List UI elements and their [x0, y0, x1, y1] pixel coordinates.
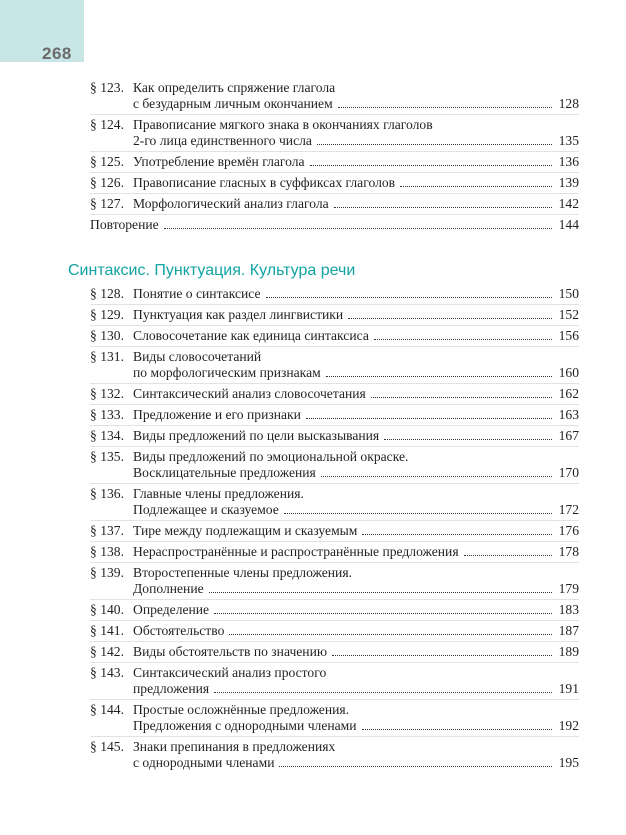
section-title: Главные члены предложения. — [133, 486, 304, 501]
toc-entry[interactable] — [90, 196, 579, 212]
page-ref: 162 — [558, 386, 579, 401]
toc-entry-line — [90, 133, 579, 149]
page-ref: 187 — [558, 623, 579, 638]
toc-entry-line — [90, 465, 579, 481]
page-ref: 152 — [558, 307, 579, 322]
page-ref: 163 — [558, 407, 579, 422]
dot-leader — [326, 375, 552, 377]
dot-leader — [209, 591, 552, 593]
entry-separator — [90, 599, 579, 600]
section-title: Дополнение — [133, 581, 204, 596]
page-ref: 156 — [558, 328, 579, 343]
toc-entry-line — [90, 365, 579, 381]
entry-separator — [90, 172, 579, 173]
entry-separator — [90, 662, 579, 663]
entry-separator — [90, 620, 579, 621]
entry-separator — [90, 193, 579, 194]
toc-list-syntax — [90, 286, 579, 773]
dot-leader — [334, 206, 552, 208]
section-title: Употребление времён глагола — [133, 154, 305, 169]
toc-entry-line — [90, 581, 579, 597]
section-title: Нераспространённые и распространённые предложения — [133, 544, 459, 559]
section-number: § 143. — [90, 665, 124, 680]
toc-entry-line — [90, 407, 579, 423]
entry-separator — [90, 446, 579, 447]
section-number: § 141. — [90, 623, 124, 638]
toc-entry[interactable] — [90, 386, 579, 402]
page-ref: 191 — [558, 681, 579, 696]
toc-entry[interactable] — [90, 328, 579, 344]
section-title: Знаки препинания в предложениях — [133, 739, 336, 754]
section-title: Тире между подлежащим и сказуемым — [133, 523, 358, 538]
page-ref: 135 — [558, 133, 579, 148]
toc-entry[interactable] — [90, 702, 579, 734]
section-number: § 135. — [90, 449, 124, 464]
dot-leader — [400, 185, 552, 187]
toc-entry-line — [90, 80, 579, 96]
dot-leader — [374, 338, 552, 340]
section-title: с однородными членами — [133, 755, 275, 770]
toc-entry-line — [90, 565, 579, 581]
toc-entry-line — [90, 602, 579, 618]
toc-entry-line — [90, 117, 579, 133]
entry-separator — [90, 346, 579, 347]
page-number: 268 — [42, 44, 72, 63]
dot-leader — [214, 691, 552, 693]
section-title: 2-го лица единственного числа — [133, 133, 312, 148]
toc-entry[interactable] — [90, 644, 579, 660]
toc-entry-line — [90, 196, 579, 212]
toc-entry[interactable] — [90, 407, 579, 423]
section-title: Повторение — [90, 217, 159, 232]
entry-separator — [90, 425, 579, 426]
section-number: § 126. — [90, 175, 124, 190]
toc-entry-line — [90, 502, 579, 518]
toc-entry[interactable] — [90, 80, 579, 112]
toc-entry-line — [90, 665, 579, 681]
toc-entry[interactable] — [90, 602, 579, 618]
toc-entry[interactable] — [90, 307, 579, 323]
toc-entry-line — [90, 681, 579, 697]
section-title: Восклицательные предложения — [133, 465, 316, 480]
page-ref: 178 — [558, 544, 579, 559]
page-ref: 192 — [558, 718, 579, 733]
section-number: § 137. — [90, 523, 124, 538]
section-title: Предложение и его признаки — [133, 407, 301, 422]
section-title: по морфологическим признакам — [133, 365, 321, 380]
section-title: Виды предложений по цели высказывания — [133, 428, 380, 443]
section-title: Правописание гласных в суффиксах глаголов — [133, 175, 396, 190]
toc-entry-line — [90, 349, 579, 365]
toc-entry[interactable] — [90, 623, 579, 639]
section-heading: Синтаксис. Пунктуация. Культура речи — [68, 262, 356, 279]
dot-leader — [317, 143, 552, 145]
dot-leader — [164, 227, 552, 229]
dot-leader — [214, 612, 552, 614]
entry-separator — [90, 520, 579, 521]
toc-entry[interactable] — [90, 523, 579, 539]
section-number: § 130. — [90, 328, 124, 343]
dot-leader — [306, 417, 552, 419]
toc-entry[interactable] — [90, 665, 579, 697]
section-title: с безударным личным окончанием — [133, 96, 333, 111]
section-title: предложения — [133, 681, 210, 696]
entry-separator — [90, 641, 579, 642]
section-number: § 124. — [90, 117, 124, 132]
section-number: § 134. — [90, 428, 124, 443]
dot-leader — [384, 438, 552, 440]
entry-separator — [90, 383, 579, 384]
entry-separator — [90, 541, 579, 542]
page-ref: 170 — [558, 465, 579, 480]
dot-leader — [310, 164, 552, 166]
section-title: Понятие о синтаксисе — [133, 286, 261, 301]
dot-leader — [266, 296, 552, 298]
toc-entry[interactable] — [90, 544, 579, 560]
toc-entry[interactable] — [90, 286, 579, 302]
dot-leader — [362, 533, 552, 535]
section-number: § 123. — [90, 80, 124, 95]
page-ref: 195 — [558, 755, 579, 770]
dot-leader — [338, 106, 552, 108]
dot-leader — [332, 654, 552, 656]
section-title: Обстоятельство — [133, 623, 225, 638]
section-title: Виды предложений по эмоциональной окраске. — [133, 449, 409, 464]
dot-leader — [371, 396, 552, 398]
toc-entry-line — [90, 755, 579, 771]
toc-entry[interactable] — [90, 154, 579, 170]
dot-leader — [362, 728, 552, 730]
page-ref: 160 — [558, 365, 579, 380]
section-number: § 142. — [90, 644, 124, 659]
entry-separator — [90, 325, 579, 326]
section-title: Предложения с однородными членами — [133, 718, 357, 733]
dot-leader — [229, 633, 552, 635]
entry-separator — [90, 699, 579, 700]
section-number: § 138. — [90, 544, 124, 559]
toc-entry[interactable] — [90, 217, 579, 233]
toc-entry-line — [90, 739, 579, 755]
toc-entry-line — [90, 175, 579, 191]
section-number: § 128. — [90, 286, 124, 301]
section-title: Как определить спряжение глагола — [133, 80, 336, 95]
toc-list-morphology — [90, 80, 579, 235]
toc-entry-line — [90, 328, 579, 344]
section-title: Синтаксический анализ словосочетания — [133, 386, 366, 401]
toc-entry-line — [90, 386, 579, 402]
section-number: § 144. — [90, 702, 124, 717]
toc-entry-line — [90, 644, 579, 660]
toc-entry-line — [90, 523, 579, 539]
toc-entry[interactable] — [90, 739, 579, 771]
toc-entry-line — [90, 702, 579, 718]
section-number: § 133. — [90, 407, 124, 422]
page-ref: 176 — [558, 523, 579, 538]
dot-leader — [348, 317, 552, 319]
toc-entry-line — [90, 544, 579, 560]
toc-entry-line — [90, 217, 579, 233]
entry-separator — [90, 562, 579, 563]
toc-entry-line — [90, 718, 579, 734]
toc-entry[interactable] — [90, 117, 579, 149]
entry-separator — [90, 483, 579, 484]
section-number: § 131. — [90, 349, 124, 364]
entry-separator — [90, 304, 579, 305]
section-title: Правописание мягкого знака в окончаниях глаголов — [133, 117, 433, 132]
page-ref: 167 — [558, 428, 579, 443]
dot-leader — [464, 554, 552, 556]
dot-leader — [284, 512, 552, 514]
page-ref: 142 — [558, 196, 579, 211]
section-number: § 129. — [90, 307, 124, 322]
page-ref: 144 — [558, 217, 579, 232]
page-ref: 128 — [558, 96, 579, 111]
toc-entry-line — [90, 428, 579, 444]
section-number: § 125. — [90, 154, 124, 169]
page-ref: 172 — [558, 502, 579, 517]
toc-entry-line — [90, 623, 579, 639]
toc-entry-line — [90, 307, 579, 323]
page-ref: 136 — [558, 154, 579, 169]
page-ref: 150 — [558, 286, 579, 301]
toc-entry-line — [90, 154, 579, 170]
dot-leader — [321, 475, 552, 477]
toc-entry-line — [90, 486, 579, 502]
section-title: Пунктуация как раздел лингвистики — [133, 307, 344, 322]
toc-entry[interactable] — [90, 428, 579, 444]
section-number: § 136. — [90, 486, 124, 501]
section-title: Виды обстоятельств по значению — [133, 644, 328, 659]
entry-separator — [90, 114, 579, 115]
section-title: Определение — [133, 602, 210, 617]
entry-separator — [90, 404, 579, 405]
page-ref: 179 — [558, 581, 579, 596]
section-number: § 140. — [90, 602, 124, 617]
toc-entry-line — [90, 286, 579, 302]
page-ref: 189 — [558, 644, 579, 659]
section-number: § 132. — [90, 386, 124, 401]
entry-separator — [90, 736, 579, 737]
entry-separator — [90, 214, 579, 215]
section-title: Синтаксический анализ простого — [133, 665, 327, 680]
section-title: Словосочетание как единица синтаксиса — [133, 328, 369, 343]
toc-entry[interactable] — [90, 565, 579, 597]
toc-entry[interactable] — [90, 349, 579, 381]
toc-entry[interactable] — [90, 449, 579, 481]
section-title: Простые осложнённые предложения. — [133, 702, 350, 717]
toc-entry[interactable] — [90, 486, 579, 518]
toc-entry[interactable] — [90, 175, 579, 191]
page-ref: 139 — [558, 175, 579, 190]
toc-entry-line — [90, 449, 579, 465]
entry-separator — [90, 151, 579, 152]
section-title: Подлежащее и сказуемое — [133, 502, 279, 517]
section-number: § 139. — [90, 565, 124, 580]
section-title: Второстепенные члены предложения. — [133, 565, 352, 580]
section-title: Морфологический анализ глагола — [133, 196, 329, 211]
section-title: Виды словосочетаний — [133, 349, 262, 364]
toc-entry-line — [90, 96, 579, 112]
section-number: § 127. — [90, 196, 124, 211]
page-ref: 183 — [558, 602, 579, 617]
section-number: § 145. — [90, 739, 124, 754]
dot-leader — [279, 765, 552, 767]
